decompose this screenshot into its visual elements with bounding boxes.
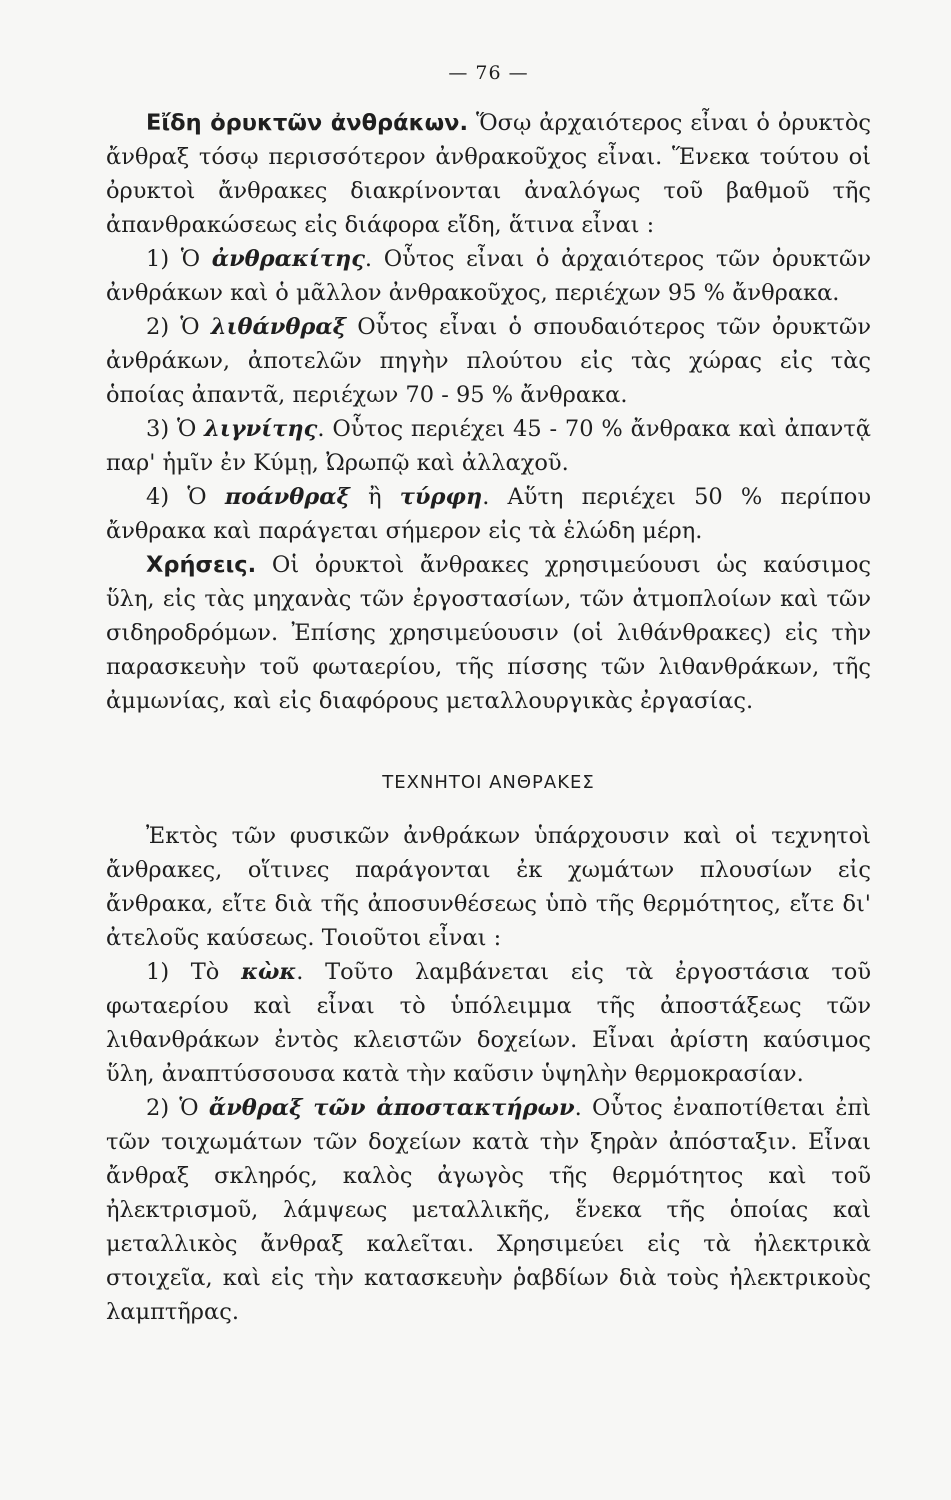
term-anthracite: ἀνθρακίτης xyxy=(211,246,365,272)
uses-paragraph xyxy=(106,548,871,718)
section-title: ΤΕΧΝΗΤΟΙ ΑΝΘΡΑΚΕΣ xyxy=(382,772,595,793)
natural-item-2 xyxy=(106,310,871,412)
item-text: . Τοῦτο λαμβάνεται εἰς τὰ ἐργοστάσια τοῦ φωταερίου καὶ εἶναι τὸ ὑπόλειμμα τῆς ἀποστάξεως τῶν λιθανθράκων ἐντὸς κλειστῶν δοχείων. Εἶναι ἀρίστη καύσιμος ὕλη, ἀναπτύσσουσα κατὰ τὴν καῦσιν ὑψηλὴν θερμοκρασίαν. xyxy=(106,959,872,1087)
item-prefix: 3) Ὁ xyxy=(146,416,205,442)
term-retort-carbon: ἄνθραξ τῶν ἀποστακτήρων xyxy=(208,1095,575,1121)
artificial-item-1 xyxy=(106,955,871,1091)
intro-heading: Εἴδη ὀρυκτῶν ἀνθράκων. xyxy=(146,110,469,136)
item-text: . Οὗτος εἶναι ὁ ἀρχαιότερος τῶν ὀρυκτῶν ἀνθράκων καὶ ὁ μᾶλλον ἀνθρακοῦχος, περιέχων 95 % ἄνθρακα. xyxy=(106,246,872,306)
natural-item-4 xyxy=(106,480,871,548)
item-prefix: 4) Ὁ xyxy=(146,484,225,510)
item-prefix: 1) Ὁ xyxy=(146,246,212,272)
natural-item-3 xyxy=(106,412,871,480)
term-coke: κὼκ xyxy=(241,959,297,985)
term-coal: λιθάνθραξ xyxy=(210,314,347,340)
item-text: . Οὗτος περιέχει 45 - 70 % ἄνθρακα καὶ ἀπαντᾷ παρ' ἡμῖν ἐν Κύμῃ, Ὠρωπῷ καὶ ἀλλαχοῦ. xyxy=(106,416,871,476)
intro-paragraph xyxy=(106,106,871,242)
artificial-intro: Ἐκτὸς τῶν φυσικῶν ἀνθράκων ὑπάρχουσιν καὶ οἱ τεχνητοὶ ἄνθρακες, οἵτινες παράγονται ἐκ χωμάτων πλουσίων εἰς ἄνθρακα, εἴτε διὰ τῆς ἀποσυνθέσεως ὑπὸ τῆς θερμότητος, εἴτε δι' ἀτελοῦς καύσεως. Τοιοῦτοι εἶναι : xyxy=(106,823,871,951)
natural-item-1 xyxy=(106,242,871,310)
item-prefix: 2) Ὁ xyxy=(146,1095,209,1121)
item-text: . Οὗτος ἐναποτίθεται ἐπὶ τῶν τοιχωμάτων τῶν δοχείων κατὰ τὴν ξηρὰν ἀπόσταξιν. Εἶναι ἄνθραξ σκληρός, καλὸς ἀγωγὸς τῆς θερμότητος καὶ τοῦ ἠλεκτρισμοῦ, λάμψεως μεταλλικῆς, ἕνεκα τῆς ὁποίας καὶ μεταλλικὸς ἄνθραξ καλεῖται. Χρησιμεύει εἰς τὰ ἠλεκτρικὰ στοιχεῖα, καὶ εἰς τὴν κατασκευὴν ῥαβδίων διὰ τοὺς ἠλεκτρικοὺς λαμπτῆρας. xyxy=(106,1095,871,1325)
artificial-item-2 xyxy=(106,1091,871,1329)
item-prefix: 1) Τὸ xyxy=(146,959,242,985)
page-number: — 76 — xyxy=(448,62,529,84)
uses-text: Οἱ ὀρυκτοὶ ἄνθρακες χρησιμεύουσι ὡς καύσιμος ὕλη, εἰς τὰς μηχανὰς τῶν ἐργοστασίων, τῶν ἀτμοπλοίων καὶ τῶν σιδηροδρόμων. Ἐπίσης χρησιμεύουσιν (οἱ λιθάνθρακες) εἰς τὴν παρασκευὴν τοῦ φωταερίου, τῆς πίσσης τῶν λιθανθράκων, τῆς ἀμμωνίας, καὶ εἰς διαφόρους μεταλλουργικὰς ἐργασίας. xyxy=(106,552,871,714)
intro-text: Ὅσῳ ἀρχαιότερος εἶναι ὁ ὀρυκτὸς ἄνθραξ τόσῳ περισσότερον ἀνθρακοῦχος εἶναι. Ἕνεκα τούτου οἱ ὀρυκτοὶ ἄνθρακες διακρίνονται ἀναλόγως τοῦ βαθμοῦ τῆς ἀπανθρακώσεως εἰς διάφορα εἴδη, ἅτινα εἶναι : xyxy=(106,110,871,238)
item-text: . Αὕτη περιέχει 50 % περίπου ἄνθρακα καὶ παράγεται σήμερον εἰς τὰ ἑλώδη μέρη. xyxy=(106,484,871,544)
term-peat: τύρφη xyxy=(399,484,483,510)
item-prefix: 2) Ὁ xyxy=(146,314,211,340)
term-peat-coal: ποάνθραξ xyxy=(224,484,350,510)
item-mid: ἢ xyxy=(349,484,400,510)
item-text: Οὗτος εἶναι ὁ σπουδαιότερος τῶν ὀρυκτῶν ἀνθράκων, ἀποτελῶν πηγὴν πλούτου εἰς τὰς χώρας εἰς τὰς ὁποίας ἀπαντᾶ, περιέχων 70 - 95 % ἄνθρακα. xyxy=(106,314,871,408)
uses-heading: Χρήσεις. xyxy=(146,552,257,578)
term-lignite: λιγνίτης xyxy=(204,416,318,442)
